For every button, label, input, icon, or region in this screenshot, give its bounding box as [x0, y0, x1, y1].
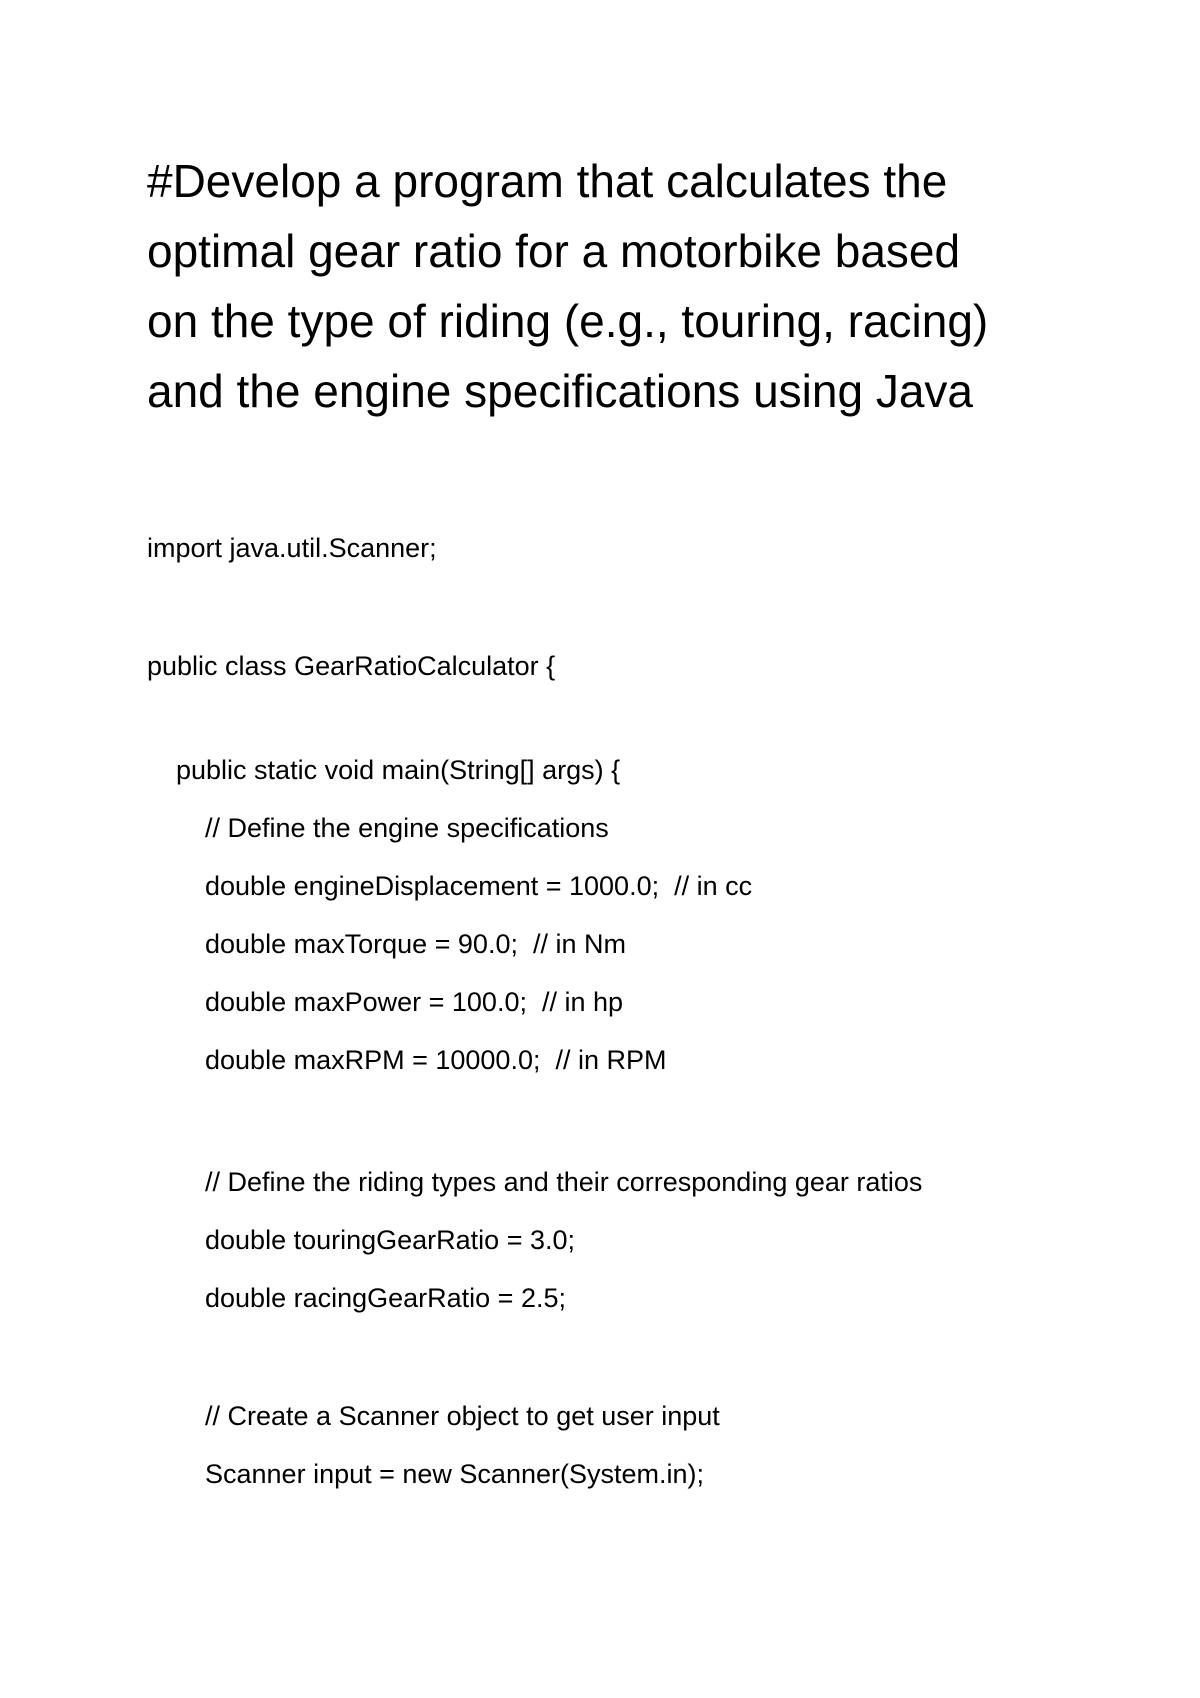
code-racing-ratio: double racingGearRatio = 2.5; [205, 1283, 566, 1313]
heading-line-1: #Develop a program that calculates the [147, 155, 948, 207]
document-heading [147, 146, 1127, 426]
code-touring-ratio: double touringGearRatio = 3.0; [205, 1225, 575, 1255]
heading-line-3: on the type of riding (e.g., touring, racing) [147, 295, 989, 347]
code-class-declaration: public class GearRatioCalculator { [147, 651, 556, 681]
code-main-declaration: public static void main(String[] args) { [176, 755, 621, 785]
code-engine-displacement: double engineDisplacement = 1000.0; // in cc [205, 871, 753, 901]
code-comment-scanner: // Create a Scanner object to get user input [205, 1401, 720, 1431]
code-max-rpm: double maxRPM = 10000.0; // in RPM [205, 1045, 667, 1075]
code-import-line: import java.util.Scanner; [147, 533, 437, 563]
code-max-torque: double maxTorque = 90.0; // in Nm [205, 929, 626, 959]
heading-line-4: and the engine specifications using Java [147, 365, 974, 417]
code-comment-engine: // Define the engine specifications [205, 813, 609, 843]
heading-line-2: optimal gear ratio for a motorbike based [147, 225, 961, 277]
code-comment-riding: // Define the riding types and their corresponding gear ratios [205, 1167, 923, 1197]
code-scanner-declaration: Scanner input = new Scanner(System.in); [205, 1459, 704, 1489]
code-max-power: double maxPower = 100.0; // in hp [205, 987, 624, 1017]
